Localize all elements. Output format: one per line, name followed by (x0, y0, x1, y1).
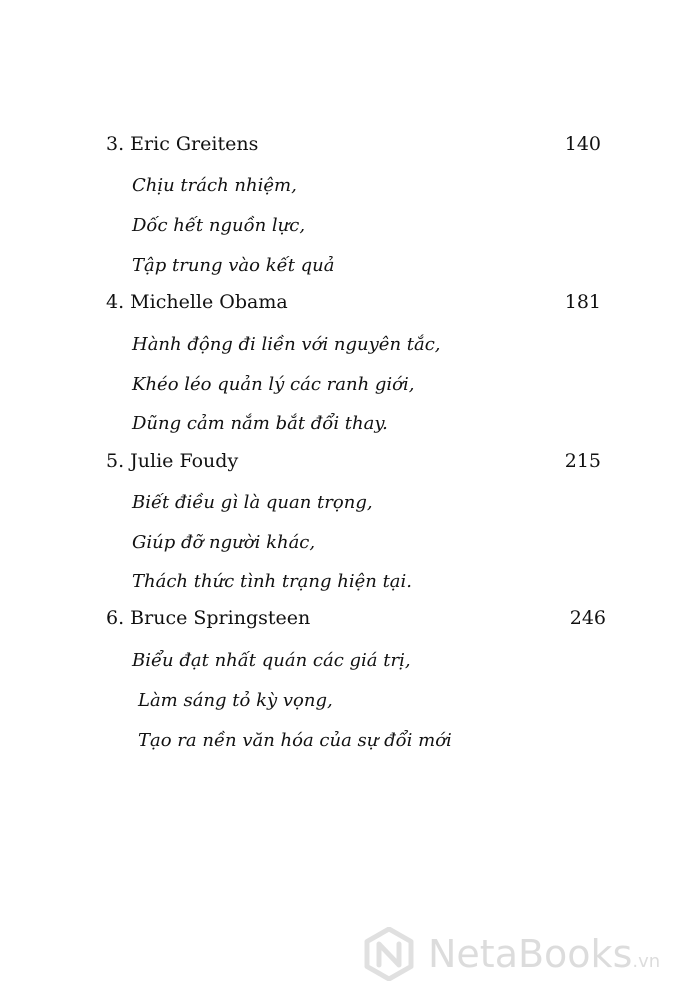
toc-entry-title: 3. Eric Greitens (106, 133, 259, 155)
toc-subline: Thách thức tình trạng hiện tại. (132, 571, 413, 592)
toc-subline: Dốc hết nguồn lực, (132, 215, 306, 236)
toc-subline: Chịu trách nhiệm, (132, 175, 297, 196)
netabooks-watermark (362, 925, 682, 985)
toc-entry-page-number: 181 (564, 291, 601, 313)
watermark-brand: NetaBooks (428, 932, 633, 976)
toc-entry-title: 6. Bruce Springsteen (106, 607, 311, 629)
toc-subline: Khéo léo quản lý các ranh giới, (132, 374, 415, 395)
toc-entry-page-number: 215 (564, 450, 601, 472)
toc-subline: Tạo ra nền văn hóa của sự đổi mới (138, 730, 452, 751)
watermark-suffix: .vn (632, 951, 661, 972)
toc-subline: Biết điều gì là quan trọng, (132, 492, 373, 513)
toc-entry-title: 4. Michelle Obama (106, 291, 288, 313)
toc-subline: Làm sáng tỏ kỳ vọng, (138, 690, 333, 711)
toc-subline: Tập trung vào kết quả (132, 255, 335, 276)
toc-entry-title: 5. Julie Foudy (106, 450, 239, 472)
toc-subline: Dũng cảm nắm bắt đổi thay. (132, 413, 388, 434)
toc-subline: Hành động đi liền với nguyên tắc, (132, 334, 441, 355)
toc-entry-page-number: 140 (564, 133, 601, 155)
toc-subline: Biểu đạt nhất quán các giá trị, (132, 650, 411, 671)
toc-entry-page-number: 246 (569, 607, 606, 629)
toc-subline: Giúp đỡ người khác, (132, 532, 316, 553)
watermark-text (428, 931, 660, 985)
netabooks-logo-icon (362, 927, 416, 981)
